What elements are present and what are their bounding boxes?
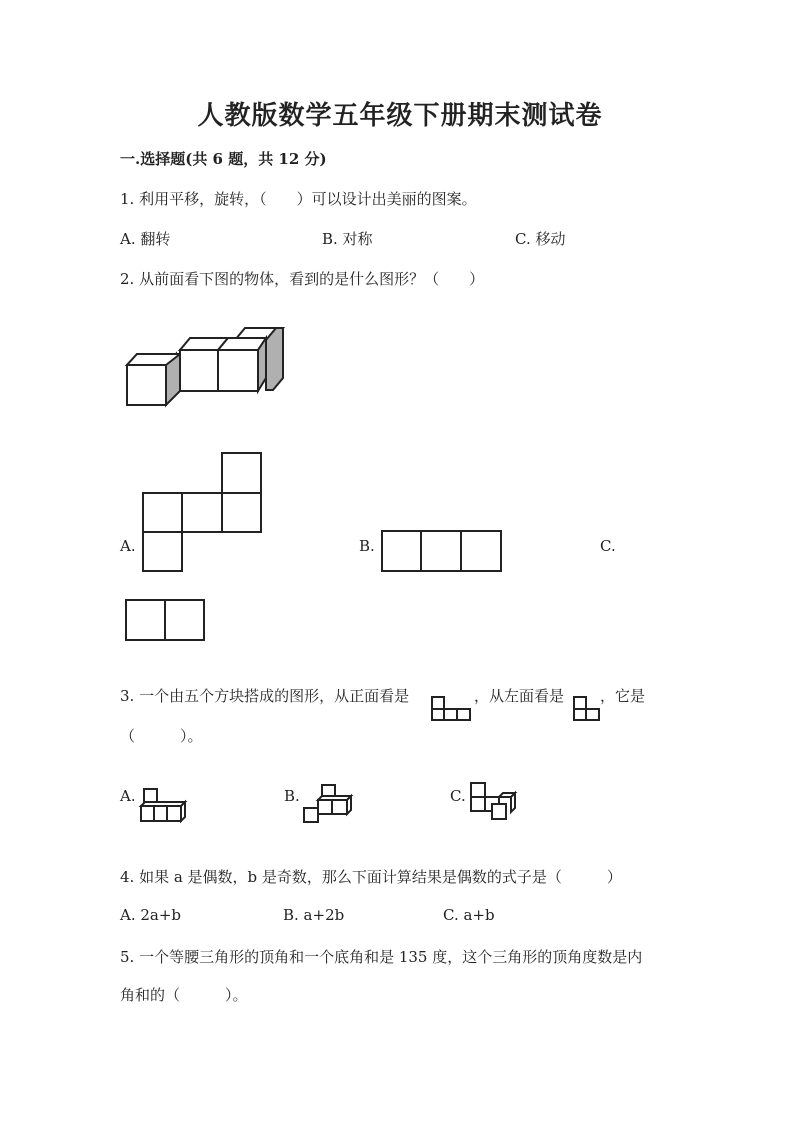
- q2-option-a-figure: [142, 452, 266, 574]
- q3-option-a[interactable]: A.: [120, 787, 136, 805]
- q3-left-view-figure: [573, 696, 603, 722]
- q2-option-b-figure: [381, 530, 505, 574]
- q4-option-a[interactable]: A. 2a+b: [120, 906, 182, 924]
- question-3-part-b: ，从左面看是: [474, 687, 565, 705]
- q3-option-c[interactable]: C.: [450, 787, 466, 805]
- page-title: 人教版数学五年级下册期末测试卷: [197, 101, 603, 131]
- q1-option-a[interactable]: A. 翻转: [120, 230, 171, 248]
- q2-option-c-figure: [125, 599, 209, 643]
- q1-option-c[interactable]: C. 移动: [515, 230, 566, 248]
- question-5-line-1: 5. 一个等腰三角形的顶角和一个底角和是 135 度，这个三角形的顶角度数是内: [120, 948, 643, 966]
- question-3-part-d: （ ）。: [120, 727, 203, 745]
- question-4: 4. 如果 a 是偶数，b 是奇数，那么下面计算结果是偶数的式子是（ ）: [120, 868, 622, 886]
- question-3-part-c: ，它是: [600, 687, 646, 705]
- question-5-line-2: 角和的（ ）。: [120, 986, 248, 1004]
- q3-option-a-figure: [140, 785, 190, 825]
- q3-option-c-figure: [468, 780, 518, 824]
- q3-option-b[interactable]: B.: [284, 787, 300, 805]
- q1-option-b[interactable]: B. 对称: [322, 230, 373, 248]
- section-heading: 一.选择题(共 6 题，共 12 分): [120, 150, 327, 168]
- q2-option-a[interactable]: A.: [120, 537, 136, 555]
- q2-option-c[interactable]: C.: [600, 537, 616, 555]
- q3-front-view-figure: [431, 696, 473, 722]
- q4-option-b[interactable]: B. a+2b: [283, 906, 345, 924]
- question-2: 2. 从前面看下图的物体，看到的是什么图形？（ ）: [120, 270, 485, 288]
- question-3-part-a: 3. 一个由五个方块搭成的图形，从正面看是: [120, 687, 410, 705]
- q4-option-c[interactable]: C. a+b: [443, 906, 495, 924]
- cube-object-figure: [120, 320, 290, 410]
- q2-option-b[interactable]: B.: [359, 537, 375, 555]
- question-1: 1. 利用平移，旋转，（ ）可以设计出美丽的图案。: [120, 190, 477, 208]
- q3-option-b-figure: [302, 782, 354, 824]
